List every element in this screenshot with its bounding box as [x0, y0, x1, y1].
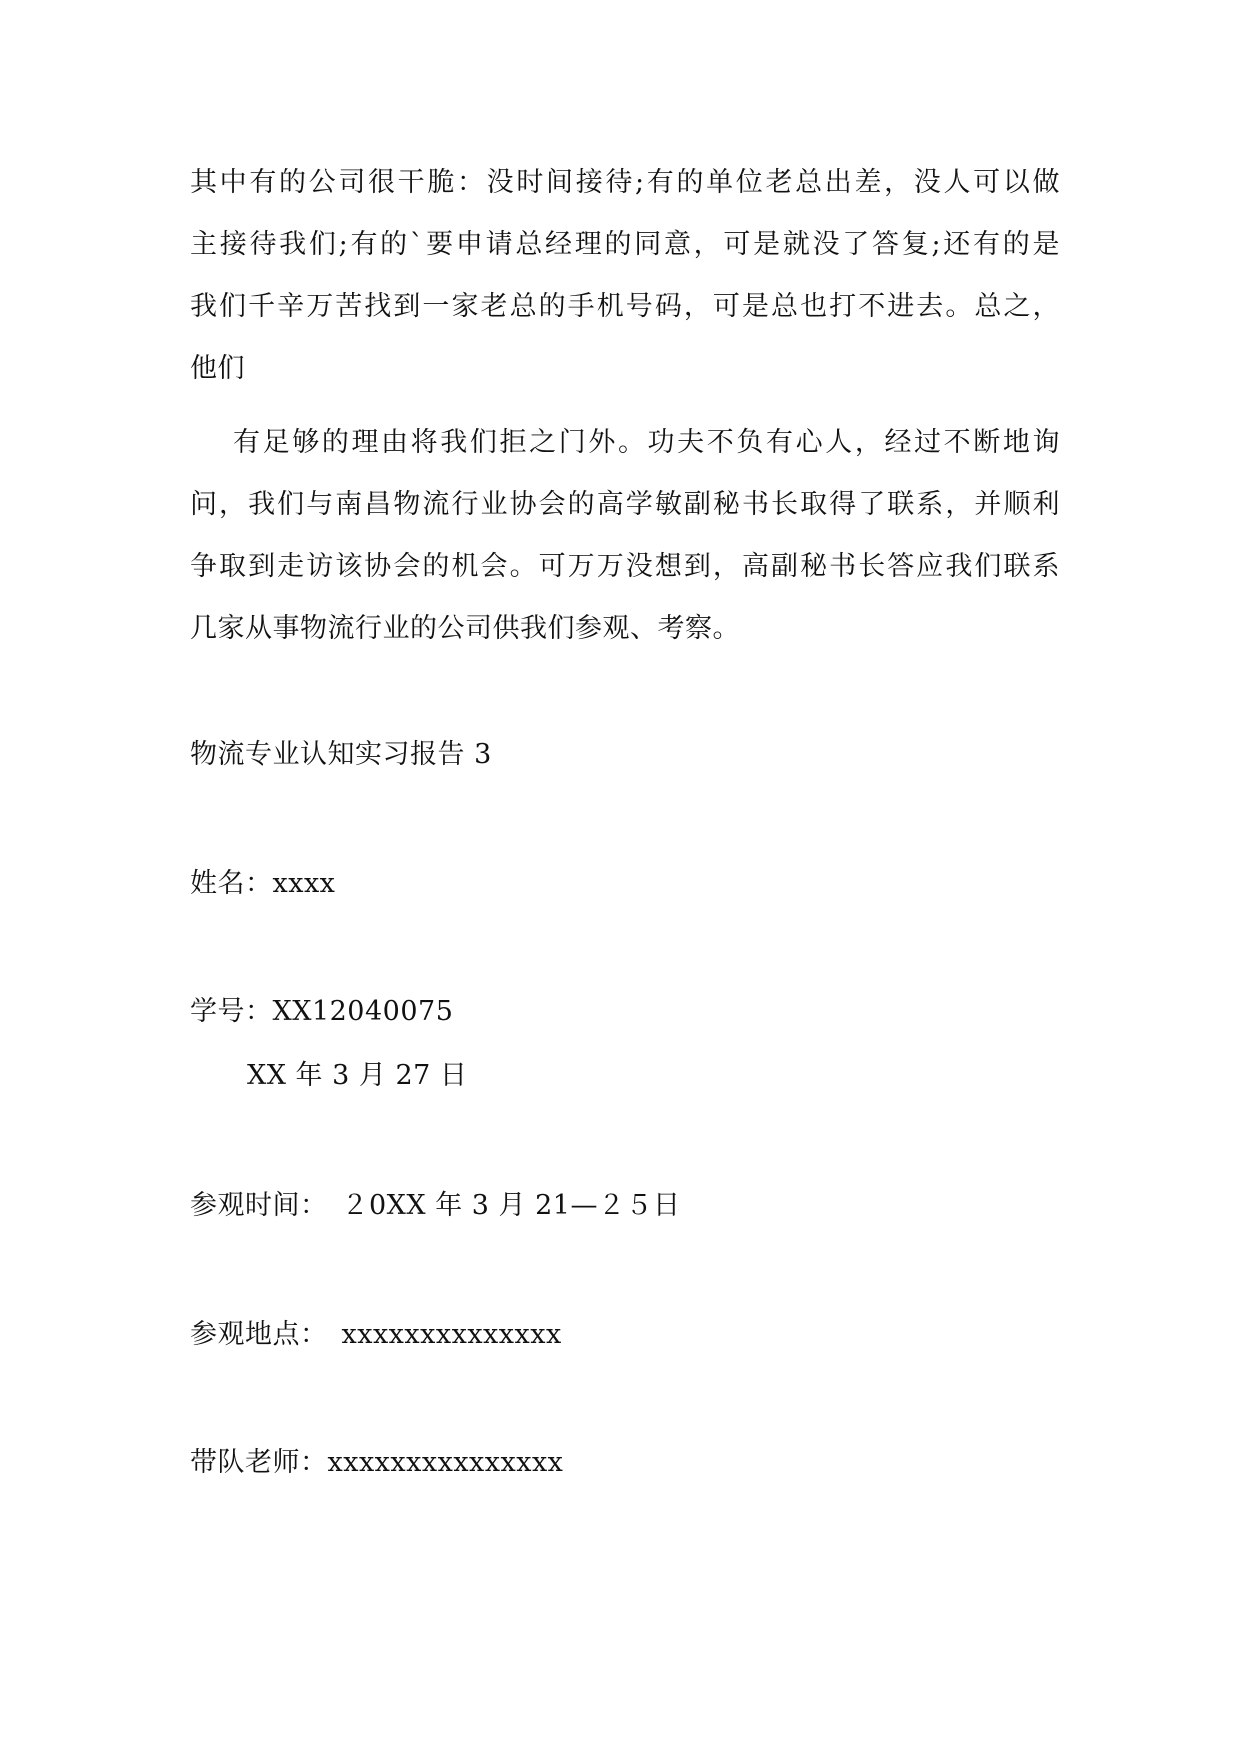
paragraph2-line-2: 问，我们与南昌物流行业协会的高学敏副秘书长取得了联系，并顺利	[190, 489, 1060, 520]
student-id: 学号：XX12040075	[190, 996, 454, 1027]
visit-time: 参观时间： ２0XX 年 3 月 21—２５日	[190, 1190, 681, 1221]
paragraph2-line-3: 争取到走访该协会的机会。可万万没想到，高副秘书长答应我们联系	[190, 551, 1060, 582]
visit-place: 参观地点： xxxxxxxxxxxxxx	[190, 1319, 562, 1350]
paragraph1-line-1: 其中有的公司很干脆：没时间接待;有的单位老总出差，没人可以做	[190, 167, 1060, 198]
paragraph2-line-4: 几家从事物流行业的公司供我们参观、考察。	[190, 613, 740, 644]
student-name: 姓名：xxxx	[190, 868, 336, 899]
report-title: 物流专业认知实习报告 3	[190, 739, 492, 770]
paragraph1-line-2: 主接待我们;有的`要申请总经理的同意，可是就没了答复;还有的是	[190, 229, 1060, 260]
paragraph1-line-4: 他们	[190, 353, 245, 384]
report-date: XX 年 3 月 27 日	[247, 1060, 468, 1091]
lead-teacher: 带队老师：xxxxxxxxxxxxxxx	[190, 1447, 564, 1478]
paragraph2-line-1: 有足够的理由将我们拒之门外。功夫不负有心人，经过不断地询	[233, 427, 1060, 458]
paragraph1-line-3: 我们千辛万苦找到一家老总的手机号码，可是总也打不进去。总之，	[190, 291, 1060, 322]
